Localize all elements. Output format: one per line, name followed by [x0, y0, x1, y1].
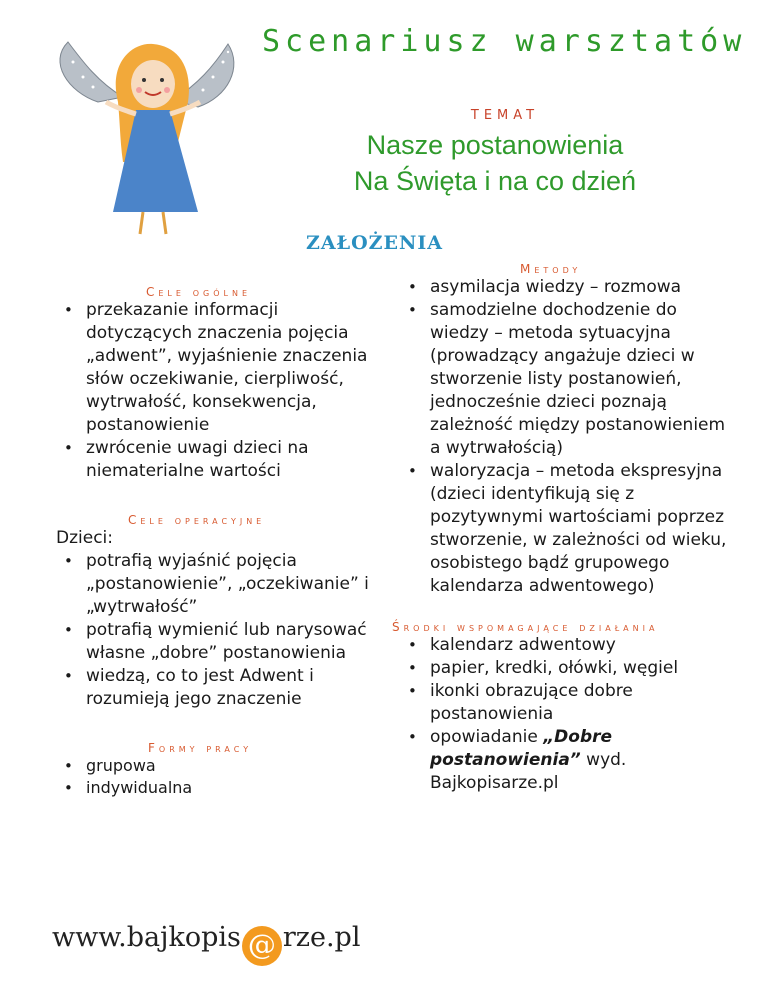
methods-list	[400, 276, 740, 598]
angel-illustration	[28, 22, 268, 242]
operational-goals-list	[56, 550, 376, 711]
list-item: • waloryzacja – metoda ekspresyjna (dzieci identyfikują się z pozytywnymi wartościami poprzez stworzenie, w zależności od wieku, osobistego bądź grupowego kalendarza adwentowego)	[408, 461, 727, 596]
story-title: „Dobre postanowienia”	[430, 727, 613, 770]
at-logo-icon: @	[242, 926, 282, 966]
aids-heading: Środki wspomagające działania	[392, 620, 659, 634]
operational-goals-heading: Cele operacyjne	[128, 513, 266, 527]
topic-label: TEMAT	[470, 108, 540, 123]
methods-heading: Metody	[520, 262, 582, 276]
list-item: • opowiadanie „Dobre postanowienia” wyd. Bajkopisarze.pl	[408, 727, 627, 793]
list-item: • grupowa	[64, 756, 156, 775]
list-item: • kalendarz adwentowy	[408, 635, 616, 655]
general-goals-heading: Cele ogólne	[146, 285, 252, 299]
list-item: • indywidualna	[64, 778, 193, 797]
topic-title-line-1: Nasze postanowienia	[366, 130, 624, 160]
topic-title-line-2: Na Święta i na co dzień	[353, 166, 637, 196]
list-item: • wiedzą, co to jest Adwent i rozumieją jego znaczenie	[64, 666, 314, 709]
footer-url[interactable]: www.bajkopis @ rze.pl	[52, 922, 360, 966]
list-item: • samodzielne dochodzenie do wiedzy – metoda sytuacyjna (prowadzący angażuje dzieci w stworzenie listy postanowień, jednocześnie dzieci poznają zależność między postanowieniem a wytrwałością)	[408, 300, 726, 458]
right-column	[392, 262, 740, 795]
assumptions-heading: ZAŁOŻENIA	[306, 232, 443, 254]
document-title: Scenariusz warsztatów	[262, 24, 747, 59]
list-item: • potrafią wymienić lub narysować własne „dobre” postanowienia	[64, 620, 367, 663]
general-goals-list	[56, 299, 376, 483]
list-item: • asymilacja wiedzy – rozmowa	[408, 277, 682, 297]
list-item: • papier, kredki, ołówki, węgiel	[408, 658, 679, 678]
work-forms-list	[56, 755, 376, 799]
list-item: • potrafią wyjaśnić pojęcia „postanowienie”, „oczekiwanie” i „wytrwałość”	[64, 551, 369, 617]
operational-goals-intro: Dzieci:	[56, 528, 113, 548]
work-forms-heading: Formy pracy	[148, 741, 253, 755]
list-item: • ikonki obrazujące dobre postanowienia	[408, 681, 633, 724]
list-item: • zwrócenie uwagi dzieci na niematerialne wartości	[64, 438, 309, 481]
aids-list	[400, 634, 740, 795]
list-item: • przekazanie informacji dotyczących znaczenia pojęcia „adwent”, wyjaśnienie znaczenia słów oczekiwanie, cierpliwość, wytrwałość, konsekwencja, postanowienie	[64, 300, 368, 435]
left-column	[56, 285, 376, 799]
